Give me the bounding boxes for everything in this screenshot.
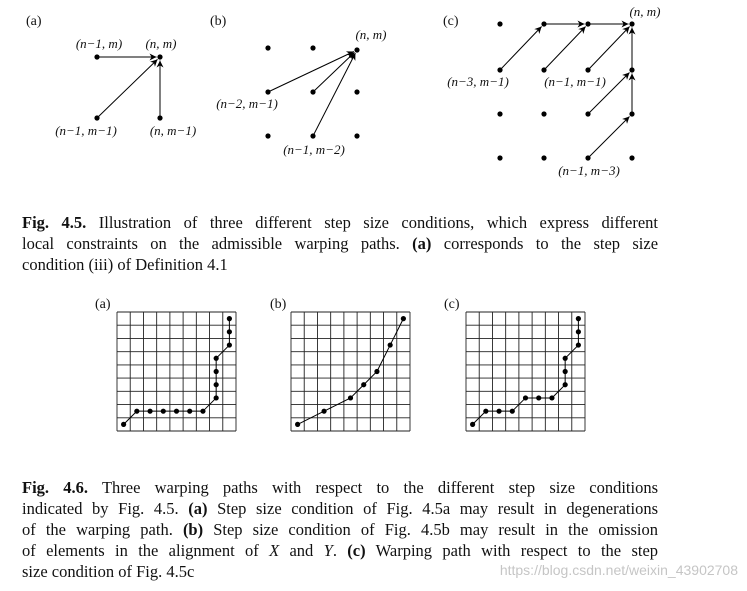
- warping-grids: [117, 312, 585, 431]
- warping-path-point: [295, 422, 300, 427]
- grid-point: [585, 67, 590, 72]
- caption-text: Step size condition of Fig. 4.5a may result in degenerations: [217, 499, 659, 518]
- panel-label-c: (c): [443, 14, 459, 29]
- target-point: [354, 47, 359, 52]
- grid-point: [541, 21, 546, 26]
- grid-point: [497, 21, 502, 26]
- node-label: (n, m): [145, 36, 177, 51]
- grid-point: [585, 21, 590, 26]
- warping-path-point: [134, 409, 139, 414]
- caption-variable: Y: [323, 541, 333, 560]
- warping-grid-c: [466, 312, 585, 431]
- warping-path-point: [321, 409, 326, 414]
- caption-line: [22, 519, 658, 540]
- caption-text: local constraints on the admissible warping paths.: [22, 234, 400, 253]
- grid-point: [354, 89, 359, 94]
- node-label: (n−1, m−3): [558, 163, 620, 178]
- node-label: (n−1, m−1): [55, 123, 117, 138]
- warping-path-point: [401, 316, 406, 321]
- warping-path-point: [121, 422, 126, 427]
- figure-4-5-caption: [22, 212, 658, 275]
- caption-text: indicated by Fig. 4.5.: [22, 499, 179, 518]
- warping-path-point: [563, 356, 568, 361]
- panel-label-b: (b): [210, 14, 227, 29]
- warping-path-point: [214, 356, 219, 361]
- step-diagram-c: [443, 4, 661, 178]
- caption-line: [22, 212, 658, 233]
- step-arrow: [588, 27, 630, 71]
- caption-panel-ref: (a): [412, 234, 432, 253]
- caption-panel-ref: (b): [182, 520, 204, 539]
- grid-point: [94, 115, 99, 120]
- grid-point: [310, 89, 315, 94]
- target-point: [157, 54, 162, 59]
- caption-text: Warping path with respect to the step: [375, 541, 659, 560]
- grid-point: [265, 133, 270, 138]
- step-diagram-b: [210, 14, 387, 157]
- caption-line: [22, 477, 658, 498]
- grid-point: [354, 133, 359, 138]
- grid-point: [629, 155, 634, 160]
- warping-path-point: [536, 395, 541, 400]
- caption-figure-label: Fig. 4.6.: [22, 478, 89, 497]
- caption-text: size condition of Fig. 4.5c: [22, 562, 195, 581]
- step-arrow: [500, 27, 542, 71]
- node-label: (n, m−1): [149, 123, 197, 138]
- caption-text: .: [332, 541, 337, 560]
- caption-text: of the warping path.: [22, 520, 173, 539]
- warping-path-point: [161, 409, 166, 414]
- caption-line: [22, 498, 658, 519]
- node-label: (n−1, m−2): [283, 142, 345, 157]
- grid-point: [585, 155, 590, 160]
- target-point: [629, 21, 634, 26]
- node-label: (n, m): [629, 4, 661, 19]
- warping-path-point: [227, 316, 232, 321]
- grid-point: [629, 111, 634, 116]
- grid-point: [497, 111, 502, 116]
- step-arrow: [268, 52, 354, 93]
- grid-point: [94, 54, 99, 59]
- caption-text: corresponds to the step size: [443, 234, 659, 253]
- warping-path-point: [374, 369, 379, 374]
- caption-panel-ref: (a): [188, 499, 208, 518]
- warping-path-point: [174, 409, 179, 414]
- grid-point: [310, 45, 315, 50]
- warping-path-figure: [95, 297, 585, 431]
- caption-line: [22, 233, 658, 254]
- caption-text: of elements in the alignment of: [22, 541, 259, 560]
- caption-line: [22, 540, 658, 561]
- step-arrow: [588, 117, 630, 159]
- caption-variable: X: [269, 541, 280, 560]
- grid-point: [265, 45, 270, 50]
- warping-path-point: [361, 382, 366, 387]
- step-arrow: [97, 59, 158, 118]
- warping-path-point: [200, 409, 205, 414]
- warping-path-point: [214, 382, 219, 387]
- grid-point: [265, 89, 270, 94]
- warping-path-line: [473, 319, 579, 425]
- warping-path-point: [576, 316, 581, 321]
- caption-line: [22, 254, 658, 275]
- node-label: (n−1, m): [75, 36, 123, 51]
- warping-path-point: [483, 409, 488, 414]
- panel-label-a: (a): [26, 14, 42, 29]
- grid-point: [541, 67, 546, 72]
- warping-path-point: [563, 382, 568, 387]
- warping-path-point: [187, 409, 192, 414]
- warping-path-point: [227, 342, 232, 347]
- grid-point: [497, 67, 502, 72]
- warping-grid-a: [117, 312, 236, 431]
- warping-grid-b: [291, 312, 410, 431]
- warping-path-line: [298, 319, 404, 425]
- warping-path-point: [388, 342, 393, 347]
- grid-point: [541, 111, 546, 116]
- warping-path-point: [563, 369, 568, 374]
- warping-path-point: [147, 409, 152, 414]
- caption-text: condition (iii) of Definition 4.1: [22, 255, 228, 274]
- caption-panel-ref: (c): [347, 541, 366, 560]
- warping-path-line: [124, 319, 230, 425]
- node-label: (n, m): [355, 27, 387, 42]
- caption-figure-label: Fig. 4.5.: [22, 213, 87, 232]
- caption-text: Three warping paths with respect to the different step size conditions: [101, 478, 658, 497]
- warping-path-point: [523, 395, 528, 400]
- grid-point: [585, 111, 590, 116]
- grid-point: [497, 155, 502, 160]
- step-arrow: [313, 53, 355, 136]
- warping-path-point: [576, 342, 581, 347]
- grid-point: [157, 115, 162, 120]
- warping-path-point: [576, 329, 581, 334]
- grid-point: [541, 155, 546, 160]
- node-label: (n−3, m−1): [447, 74, 509, 89]
- grid-point: [310, 133, 315, 138]
- caption-text: and: [289, 541, 314, 560]
- warping-path-point: [496, 409, 501, 414]
- warping-path-point: [214, 395, 219, 400]
- panel-label-b: (b): [270, 297, 287, 312]
- step-arrow: [544, 27, 586, 71]
- warping-path-point: [549, 395, 554, 400]
- warping-path-point: [348, 395, 353, 400]
- warping-path-point: [510, 409, 515, 414]
- node-label: (n−1, m−1): [544, 74, 606, 89]
- warping-path-point: [470, 422, 475, 427]
- caption-text: Step size condition of Fig. 4.5b may result in the omission: [213, 520, 658, 539]
- step-arrow: [313, 52, 355, 92]
- warping-path-point: [227, 329, 232, 334]
- panel-label-c: (c): [444, 297, 460, 312]
- panel-label-a: (a): [95, 297, 111, 312]
- watermark: https://blog.csdn.net/weixin_43902708: [499, 562, 738, 578]
- node-label: (n−2, m−1): [216, 96, 278, 111]
- warping-path-point: [214, 369, 219, 374]
- caption-text: Illustration of three different step size conditions, which express different: [98, 213, 658, 232]
- step-diagram-a: [26, 14, 196, 138]
- grid-point: [629, 67, 634, 72]
